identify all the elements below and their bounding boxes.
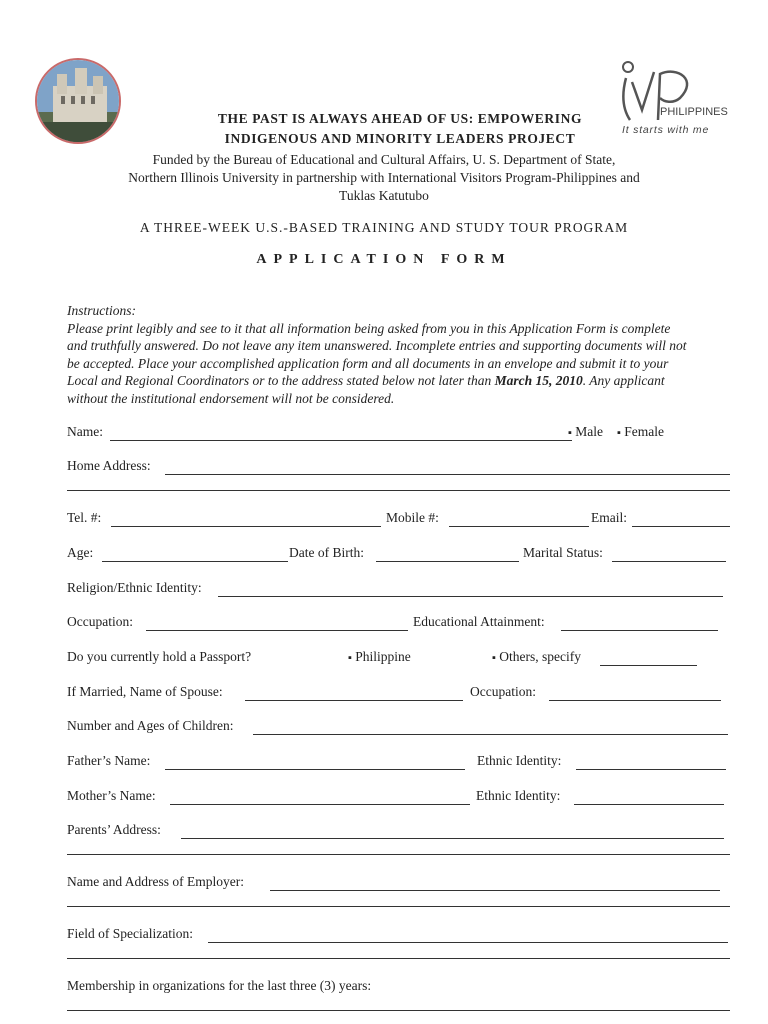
male-option[interactable] <box>568 424 603 440</box>
instructions-line-3: be accepted. Place your accomplished application form and all documents in an envelope and submit it to your <box>67 355 669 371</box>
funded-line-1: Funded by the Bureau of Educational and Cultural Affairs, U. S. Department of State, <box>152 152 616 167</box>
marital-label: Marital Status: <box>523 545 603 560</box>
philippine-checkbox-icon[interactable]: ▪ <box>348 652 352 664</box>
specialization-field-2[interactable] <box>67 958 730 959</box>
project-logo <box>35 58 121 144</box>
mother-label: Mother’s Name: <box>67 788 156 803</box>
specialization-label: Field of Specialization: <box>67 926 193 941</box>
funded-line-2: Northern Illinois University in partnership with International Visitors Program-Philippines and <box>128 170 640 185</box>
philippine-option[interactable] <box>348 649 411 665</box>
instructions-line-4 <box>67 372 767 390</box>
instructions-line-4-text: Local and Regional Coordinators or to the address stated below not later than <box>67 373 492 388</box>
mother-ethnic-field[interactable] <box>574 804 724 805</box>
instructions-line-4-end: . Any applicant <box>582 373 665 388</box>
funded-line-3: Tuklas Katutubo <box>339 188 429 203</box>
spouse-occupation-field[interactable] <box>549 700 721 701</box>
mobile-label: Mobile #: <box>386 510 439 525</box>
religion-field[interactable] <box>218 596 723 597</box>
male-checkbox-icon[interactable]: ▪ <box>568 427 572 439</box>
mother-ethnic-label: Ethnic Identity: <box>476 788 561 803</box>
spouse-field[interactable] <box>245 700 463 701</box>
building-photo-icon <box>37 60 121 144</box>
instructions-line-2: and truthfully answered. Do not leave any item unanswered. Incomplete entries and supporting documents will not <box>67 338 687 353</box>
instructions-line-1: Please print legibly and see to it that all information being asked from you in this Application Form is complete <box>67 320 671 336</box>
logo-text: PHILIPPINES <box>660 106 728 118</box>
dob-field[interactable] <box>376 561 519 562</box>
home-address-field[interactable] <box>165 474 730 475</box>
spouse-label: If Married, Name of Spouse: <box>67 684 223 699</box>
occupation-label: Occupation: <box>67 614 133 629</box>
dob-label: Date of Birth: <box>289 545 364 560</box>
deadline: March 15, 2010 <box>494 373 583 388</box>
employer-field-2[interactable] <box>67 906 730 907</box>
others-option[interactable] <box>492 649 581 665</box>
female-label: Female <box>624 424 665 439</box>
father-ethnic-label: Ethnic Identity: <box>477 753 562 768</box>
home-address-label: Home Address: <box>67 458 151 473</box>
name-label: Name: <box>67 424 103 439</box>
religion-label: Religion/Ethnic Identity: <box>67 580 202 595</box>
mother-field[interactable] <box>170 804 470 805</box>
male-label: Male <box>575 424 604 439</box>
father-ethnic-field[interactable] <box>576 769 726 770</box>
children-label: Number and Ages of Children: <box>67 718 234 733</box>
specialization-field[interactable] <box>208 942 728 943</box>
passport-label: Do you currently hold a Passport? <box>67 649 252 664</box>
age-field[interactable] <box>102 561 288 562</box>
instructions <box>67 302 767 407</box>
employer-field[interactable] <box>270 890 720 891</box>
instructions-label: Instructions: <box>67 303 136 318</box>
spouse-occupation-label: Occupation: <box>470 684 536 699</box>
email-field[interactable] <box>632 526 730 527</box>
others-field[interactable] <box>600 665 697 666</box>
age-label: Age: <box>67 545 94 560</box>
instructions-line-5: without the institutional endorsement will not be considered. <box>67 390 395 406</box>
tel-label: Tel. #: <box>67 510 102 525</box>
education-label: Educational Attainment: <box>413 614 545 629</box>
education-field[interactable] <box>561 630 718 631</box>
parents-address-field[interactable] <box>181 838 724 839</box>
female-checkbox-icon[interactable]: ▪ <box>617 427 621 439</box>
membership-field[interactable] <box>67 1010 730 1011</box>
parents-address-field-2[interactable] <box>67 854 730 855</box>
home-address-field-2[interactable] <box>67 490 730 491</box>
title-line-1: THE PAST IS ALWAYS AHEAD OF US: EMPOWERING <box>217 111 583 126</box>
logo-tagline: It starts with me <box>622 124 710 136</box>
father-label: Father’s Name: <box>67 753 151 768</box>
female-option[interactable] <box>617 424 664 440</box>
name-field[interactable] <box>110 440 572 441</box>
others-label: Others, specify <box>499 649 582 664</box>
membership-label: Membership in organizations for the last three (3) years: <box>67 978 372 993</box>
mobile-field[interactable] <box>449 526 589 527</box>
others-checkbox-icon[interactable]: ▪ <box>492 652 496 664</box>
employer-label: Name and Address of Employer: <box>67 874 244 889</box>
form-title: APPLICATION FORM <box>256 252 512 267</box>
parents-address-label: Parents’ Address: <box>67 822 161 837</box>
program-title: A THREE-WEEK U.S.-BASED TRAINING AND STUDY TOUR PROGRAM <box>139 220 629 235</box>
marital-field[interactable] <box>612 561 726 562</box>
tel-field[interactable] <box>111 526 381 527</box>
title-line-2: INDIGENOUS AND MINORITY LEADERS PROJECT <box>224 131 576 146</box>
occupation-field[interactable] <box>146 630 408 631</box>
email-label: Email: <box>591 510 627 525</box>
ivp-philippines-logo <box>618 58 738 140</box>
father-field[interactable] <box>165 769 465 770</box>
children-field[interactable] <box>253 734 728 735</box>
philippine-label: Philippine <box>355 649 411 664</box>
